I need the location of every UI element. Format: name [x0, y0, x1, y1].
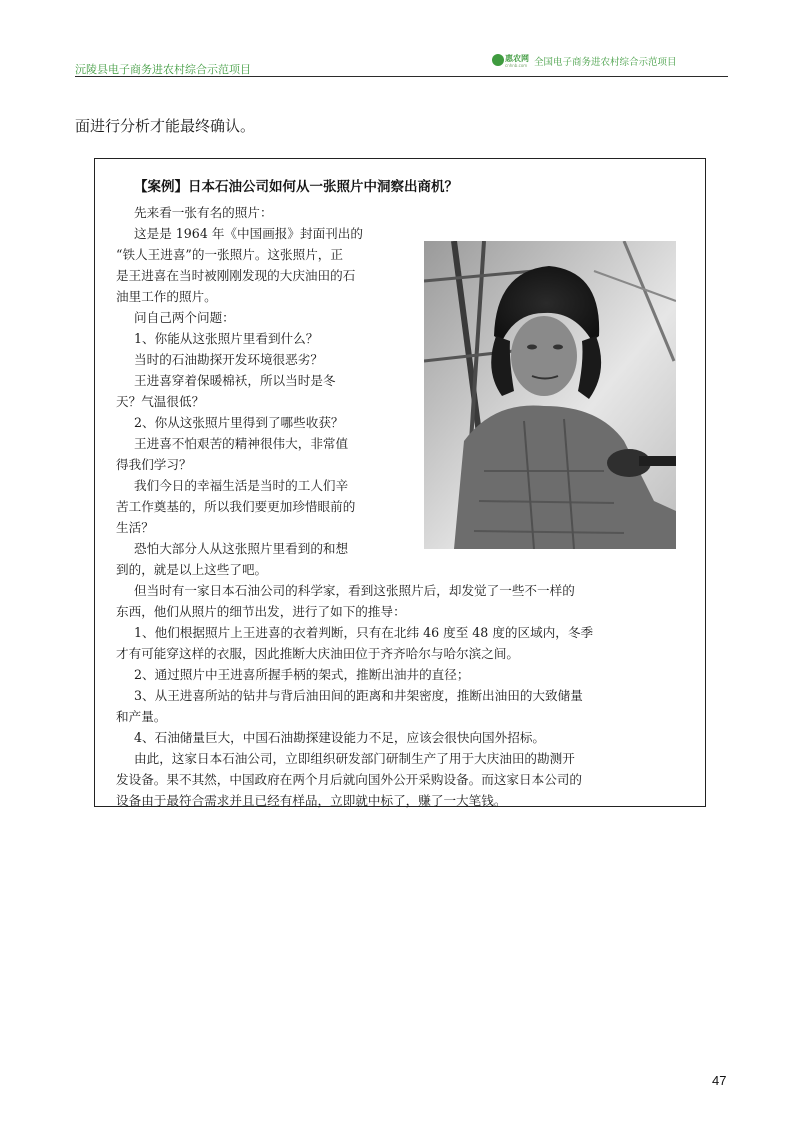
intro-line: 面进行分析才能最终确认。 — [75, 117, 256, 135]
brand-logo — [492, 52, 529, 70]
case-line: 但当时有一家日本石油公司的科学家，看到这张照片后，却发觉了一些不一样的 — [134, 583, 575, 598]
worker-photo — [424, 241, 676, 549]
leaf-icon — [492, 54, 504, 66]
case-line: 是王进喜在当时被刚刚发现的大庆油田的石 — [116, 268, 356, 283]
header-left-title: 沅陵县电子商务进农村综合示范项目 — [75, 63, 251, 76]
page-number: 47 — [712, 1073, 727, 1088]
case-line: 天？气温很低？ — [116, 394, 205, 409]
case-line: 发设备。果不其然，中国政府在两个月后就向国外公开采购设备。而这家日本公司的 — [116, 772, 582, 787]
case-line: 2、通过照片中王进喜所握手柄的架式，推断出油井的直径； — [134, 667, 470, 682]
case-line: 我们今日的幸福生活是当时的工人们辛 — [134, 478, 349, 493]
case-line: 恐怕大部分人从这张照片里看到的和想 — [134, 541, 349, 556]
case-line: 王进喜不怕艰苦的精神很伟大，非常值 — [134, 436, 349, 451]
case-line: “铁人王进喜”的一张照片。这张照片，正 — [116, 247, 343, 262]
case-line: 3、从王进喜所站的钻井与背后油田间的距离和井架密度，推断出油田的大致储量 — [134, 688, 583, 703]
case-line: 这是是 1964 年《中国画报》封面刊出的 — [134, 226, 363, 241]
case-line: 王进喜穿着保暖棉袄，所以当时是冬 — [134, 373, 336, 388]
logo-text: 惠农网 — [505, 54, 529, 63]
case-line: 油里工作的照片。 — [116, 289, 217, 304]
case-line: 4、石油储量巨大，中国石油勘探建设能力不足，应该会很快向国外招标。 — [134, 730, 546, 745]
case-line: 才有可能穿这样的衣服，因此推断大庆油田位于齐齐哈尔与哈尔滨之间。 — [116, 646, 519, 661]
case-line: 得我们学习？ — [116, 457, 192, 472]
case-line: 当时的石油勘探开发环境很恶劣？ — [134, 352, 323, 367]
header-right-title: 全国电子商务进农村综合示范项目 — [534, 57, 677, 68]
case-line: 先来看一张有名的照片： — [134, 205, 273, 220]
case-line: 2、你从这张照片里得到了哪些收获？ — [134, 415, 344, 430]
header-divider — [75, 76, 728, 77]
case-line: 由此，这家日本石油公司，立即组织研发部门研制生产了用于大庆油田的勘测开 — [134, 751, 575, 766]
case-line: 苦工作奠基的，所以我们要更加珍惜眼前的 — [116, 499, 356, 514]
case-line: 问自己两个问题： — [134, 310, 235, 325]
case-line: 生活？ — [116, 520, 154, 535]
case-line: 1、他们根据照片上王进喜的衣着判断，只有在北纬 46 度至 48 度的区域内，冬季 — [134, 625, 594, 640]
logo-subtext: cnhnb.com — [505, 63, 528, 68]
worker-photo-illustration — [424, 241, 676, 549]
case-line: 到的，就是以上这些了吧。 — [116, 562, 268, 577]
case-title: 【案例】日本石油公司如何从一张照片中洞察出商机？ — [134, 179, 458, 195]
case-line: 1、你能从这张照片里看到什么？ — [134, 331, 319, 346]
header-right — [492, 52, 677, 70]
case-line: 和产量。 — [116, 709, 167, 724]
case-line: 东西，他们从照片的细节出发，进行了如下的推导： — [116, 604, 406, 619]
case-line: 设备由于最符合需求并且已经有样品，立即就中标了，赚了一大笔钱。 — [116, 793, 507, 808]
